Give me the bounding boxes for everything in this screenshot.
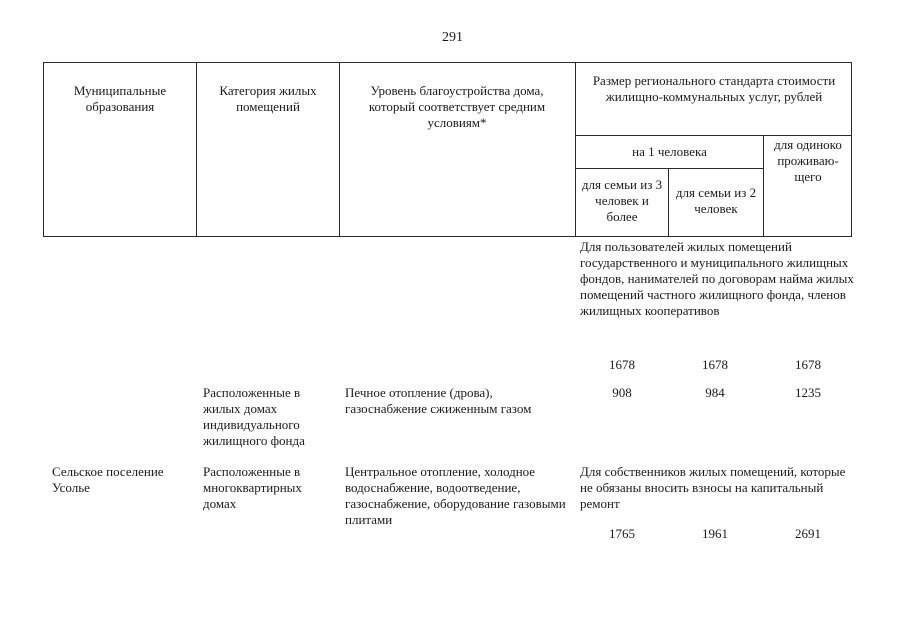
note-owners: Для собственников жилых помещений, которые не обязаны вносить взносы на капитальный ремонт [580, 464, 846, 511]
header-single-resident: для одиноко проживаю-щего [774, 137, 842, 184]
divider [196, 63, 197, 236]
category-cell: Расположенные в многоквартирных домах [203, 464, 302, 511]
divider [763, 135, 764, 236]
value-cell: 1961 [702, 526, 728, 541]
value-cell: 1765 [609, 526, 635, 541]
value-cell: 1235 [795, 385, 821, 400]
header-comfort-level: Уровень благоустройства дома, который соответствует средним условиям* [368, 83, 546, 130]
comfort-level-cell: Печное отопление (дрова), газоснабжение сжиженным газом [345, 385, 532, 416]
divider [668, 168, 669, 236]
header-category: Категория жилых помещений [219, 83, 317, 114]
value-cell: 984 [705, 385, 725, 400]
header-family-3: для семьи из 3 человек и более [581, 177, 663, 224]
header-standard-size: Размер регионального стандарта стоимости жилищно-коммунальных услуг, рублей [592, 73, 836, 104]
divider [339, 63, 340, 236]
value-cell: 1678 [609, 357, 635, 372]
header-per-person: на 1 человека [632, 144, 707, 159]
divider [575, 168, 763, 169]
divider [575, 135, 851, 136]
value-cell: 1678 [702, 357, 728, 372]
header-municipalities: Муниципальные образования [73, 83, 167, 114]
table-header [43, 62, 852, 237]
category-cell: Расположенные в жилых домах индивидуального жилищного фонда [203, 385, 305, 448]
municipality-cell: Сельское поселение Усолье [52, 464, 164, 495]
header-family-2: для семьи из 2 человек [675, 185, 757, 216]
note-users: Для пользователей жилых помещений государственного и муниципального жилищных фондов, нанимателей по договорам найма жилых помещений частного жилищного фонда, членов жилищных кооперативов [580, 239, 854, 318]
value-cell: 908 [612, 385, 632, 400]
comfort-level-cell: Центральное отопление, холодное водоснабжение, водоотведение, газоснабжение, оборудование газовыми плитами [345, 464, 566, 527]
value-cell: 1678 [795, 357, 821, 372]
value-cell: 2691 [795, 526, 821, 541]
page-number: 291 [442, 30, 463, 45]
